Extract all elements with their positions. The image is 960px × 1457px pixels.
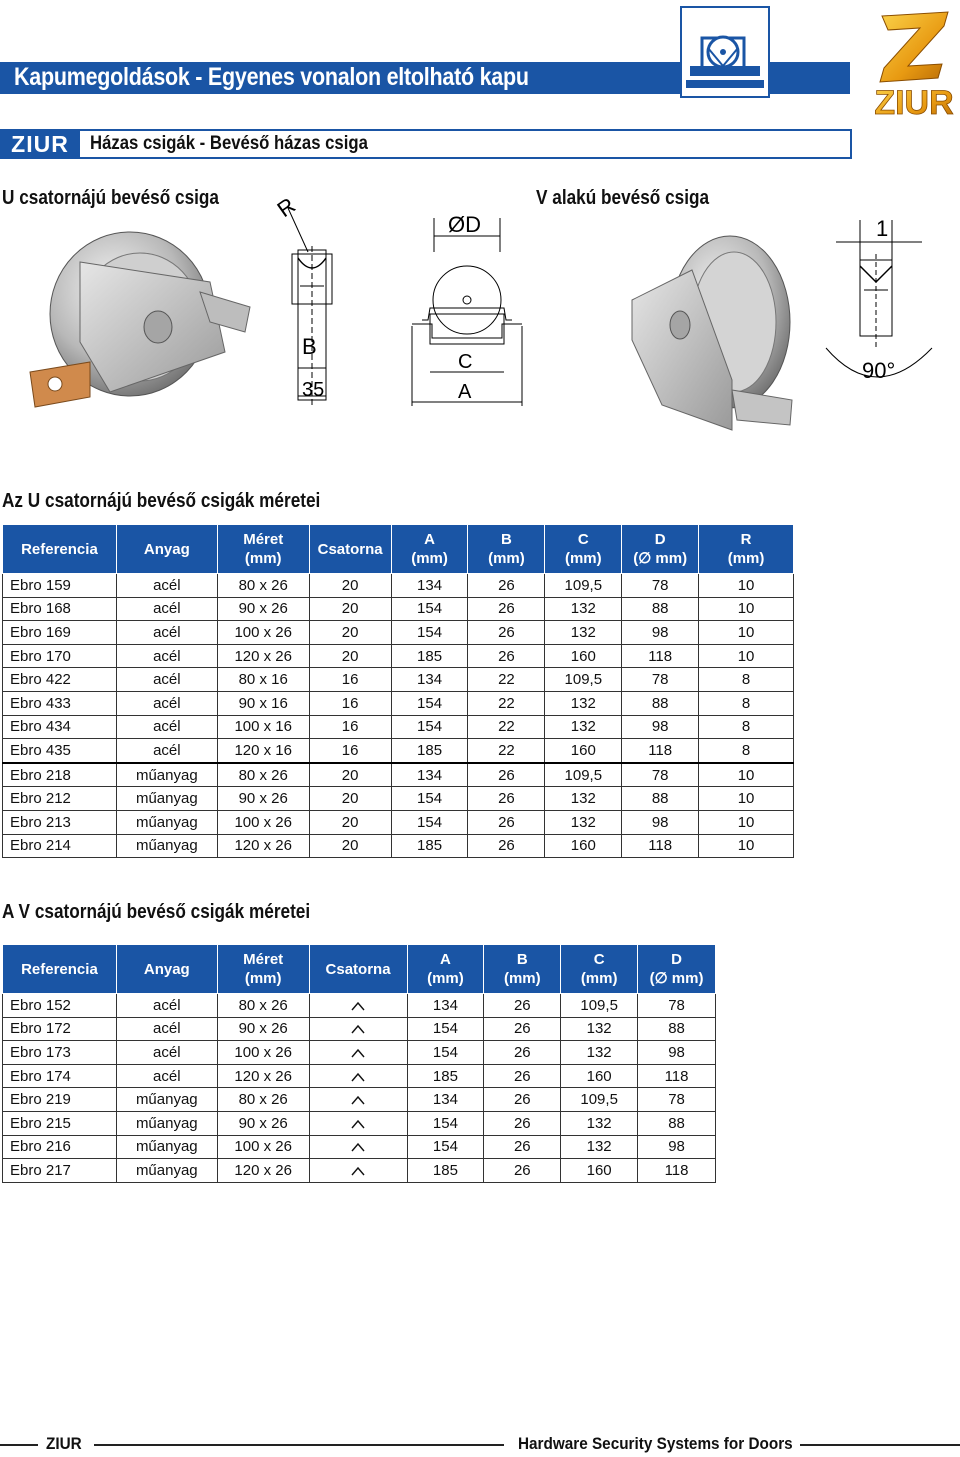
table-cell: 26 [468,763,545,787]
table-cell: 88 [622,597,699,621]
table-cell: 20 [309,574,391,598]
table-cell: 10 [699,644,794,668]
table-cell: műanyag [116,763,217,787]
table-cell [309,1064,407,1088]
table-cell: 98 [622,810,699,834]
table-cell: Ebro 219 [3,1088,117,1112]
table-cell: műanyag [116,810,217,834]
table-cell: Ebro 159 [3,574,117,598]
svg-text:C: C [458,351,473,373]
table-cell: Ebro 174 [3,1064,117,1088]
svg-text:35: 35 [302,379,325,401]
table-cell: 26 [484,1159,561,1183]
table-row [3,1064,716,1088]
table-cell: Ebro 173 [3,1041,117,1065]
table-cell: Ebro 435 [3,739,117,763]
table-row [3,621,794,645]
column-header: C (mm) [561,945,638,994]
table-cell: 90 x 26 [217,787,309,811]
table-cell: 154 [407,1135,484,1159]
table-row [3,1041,716,1065]
table-cell: 26 [484,1017,561,1041]
svg-text:ØD: ØD [448,212,481,237]
table-cell: acél [116,691,217,715]
table-cell [309,1159,407,1183]
table-cell [309,1135,407,1159]
table-row [3,1159,716,1183]
table-cell: 132 [545,597,622,621]
table-row [3,810,794,834]
table-cell: 16 [309,715,391,739]
v-groove-icon [351,1093,365,1107]
table-cell: 80 x 26 [217,763,309,787]
table-cell: műanyag [116,1135,217,1159]
v-table-title: A V csatornájú bevéső csigák méretei [2,901,311,923]
table-cell: 78 [638,994,716,1018]
table-cell: 132 [545,787,622,811]
column-header: Méret (mm) [217,525,309,574]
table-cell: 160 [545,644,622,668]
table-cell: 98 [638,1041,716,1065]
table-cell: 118 [638,1064,716,1088]
table-cell: Ebro 213 [3,810,117,834]
table-cell: 26 [484,1041,561,1065]
table-cell: műanyag [116,1088,217,1112]
table-cell: 22 [468,668,545,692]
column-header: Csatorna [309,945,407,994]
table-cell: 26 [468,644,545,668]
v-dimensions-table [2,944,716,1183]
table-cell: 109,5 [545,668,622,692]
u-pulley-photo [10,222,262,432]
u-channel-label: U csatornájú bevéső csiga [2,187,220,209]
table-cell: 20 [309,597,391,621]
table-cell: Ebro 214 [3,834,117,858]
table-cell: 8 [699,739,794,763]
column-header: R (mm) [699,525,794,574]
table-row [3,1135,716,1159]
table-cell: 120 x 26 [217,1159,309,1183]
svg-text:ZIUR: ZIUR [874,84,954,120]
table-cell: 16 [309,739,391,763]
v-channel-label: V alakú bevéső csiga [536,187,710,209]
table-cell: 132 [545,621,622,645]
table-row [3,834,794,858]
svg-text:R: R [272,196,300,223]
table-cell: 80 x 26 [217,1088,309,1112]
table-cell: Ebro 172 [3,1017,117,1041]
table-row [3,1111,716,1135]
table-cell: 109,5 [545,574,622,598]
svg-text:A: A [458,381,472,403]
table-cell: 118 [622,834,699,858]
table-cell: 88 [638,1111,716,1135]
table-cell: 78 [638,1088,716,1112]
table-cell: 10 [699,787,794,811]
table-cell: 26 [484,1064,561,1088]
svg-text:1: 1 [876,216,889,241]
v-groove-icon [351,1070,365,1084]
table-cell: 132 [545,691,622,715]
v-pulley-photo [622,230,800,440]
table-cell: 154 [391,597,468,621]
table-cell: 185 [391,644,468,668]
table-cell: acél [116,644,217,668]
v-groove-icon [351,999,365,1013]
table-cell: 132 [545,810,622,834]
column-header: Anyag [116,945,217,994]
table-cell [309,1017,407,1041]
table-cell: 100 x 26 [217,621,309,645]
table-cell: 10 [699,621,794,645]
table-cell: 100 x 26 [217,1041,309,1065]
table-cell: 134 [407,994,484,1018]
table-cell: 100 x 26 [217,810,309,834]
table-cell: 78 [622,668,699,692]
table-cell: Ebro 217 [3,1159,117,1183]
column-header: Referencia [3,525,117,574]
table-cell: műanyag [116,1159,217,1183]
table-cell: Ebro 216 [3,1135,117,1159]
table-cell: 120 x 26 [217,644,309,668]
column-header: Referencia [3,945,117,994]
table-cell: 90 x 16 [217,691,309,715]
table-cell: 10 [699,810,794,834]
table-cell: 120 x 26 [217,1064,309,1088]
table-cell: 26 [468,787,545,811]
table-cell: Ebro 212 [3,787,117,811]
table-cell: Ebro 168 [3,597,117,621]
table-cell: 88 [638,1017,716,1041]
table-cell: 160 [561,1159,638,1183]
column-header: C (mm) [545,525,622,574]
table-cell: 154 [391,787,468,811]
table-cell: 118 [638,1159,716,1183]
column-header: A (mm) [407,945,484,994]
v-groove-icon [351,1022,365,1036]
table-cell: 154 [407,1041,484,1065]
table-cell: 26 [468,810,545,834]
table-cell: acél [116,668,217,692]
table-row [3,1088,716,1112]
table-cell: 88 [622,691,699,715]
table-row [3,763,794,787]
table-cell: 120 x 26 [217,834,309,858]
table-cell: 26 [484,1111,561,1135]
column-header: B (mm) [468,525,545,574]
table-cell: acél [116,994,217,1018]
footer-brand: ZIUR [46,1434,82,1453]
table-cell [309,1111,407,1135]
table-cell: 132 [561,1017,638,1041]
table-cell: 134 [391,574,468,598]
table-cell: 154 [407,1111,484,1135]
table-cell: 154 [407,1017,484,1041]
table-cell: 185 [407,1159,484,1183]
table-row [3,715,794,739]
page-title: Kapumegoldások - Egyenes vonalon eltolható kapu [14,63,529,91]
footer-rule-middle [94,1444,504,1446]
table-cell: 26 [484,1135,561,1159]
table-cell: 100 x 26 [217,1135,309,1159]
table-cell: acél [116,574,217,598]
table-cell: Ebro 433 [3,691,117,715]
table-cell: 88 [622,787,699,811]
table-cell: 132 [561,1041,638,1065]
table-cell: 160 [545,834,622,858]
u-pulley-drawing [262,196,542,408]
footer-rule-left [0,1444,38,1446]
table-cell: 8 [699,715,794,739]
table-cell: 20 [309,644,391,668]
table-cell: acél [116,739,217,763]
table-row [3,994,716,1018]
table-cell: 20 [309,621,391,645]
table-cell: 154 [391,810,468,834]
column-header: B (mm) [484,945,561,994]
column-header: Csatorna [309,525,391,574]
table-cell: 26 [468,597,545,621]
table-cell: 22 [468,715,545,739]
table-cell: 154 [391,691,468,715]
table-row [3,574,794,598]
table-cell: 8 [699,691,794,715]
table-cell: 26 [468,834,545,858]
column-header: D (∅ mm) [638,945,716,994]
table-cell: 26 [468,574,545,598]
table-cell: acél [116,1041,217,1065]
table-cell: 160 [561,1064,638,1088]
table-cell [309,1088,407,1112]
table-cell: 26 [484,1088,561,1112]
table-cell: 134 [407,1088,484,1112]
table-cell: 185 [407,1064,484,1088]
table-cell: 100 x 16 [217,715,309,739]
table-cell: 20 [309,787,391,811]
table-cell: 118 [622,644,699,668]
table-cell: 154 [391,715,468,739]
table-cell: 20 [309,834,391,858]
table-cell: acél [116,621,217,645]
svg-text:90°: 90° [862,358,896,383]
table-row [3,787,794,811]
table-cell: 10 [699,834,794,858]
table-cell: 132 [561,1111,638,1135]
v-groove-icon [351,1164,365,1178]
table-cell: 10 [699,763,794,787]
ziur-logo [872,8,956,120]
table-cell: 22 [468,739,545,763]
table-cell: 120 x 16 [217,739,309,763]
table-row [3,597,794,621]
table-cell [309,1041,407,1065]
table-cell: 80 x 16 [217,668,309,692]
table-cell: 154 [391,621,468,645]
table-cell: 10 [699,574,794,598]
table-cell: Ebro 152 [3,994,117,1018]
table-cell: 16 [309,668,391,692]
v-groove-icon [351,1117,365,1131]
table-cell: 90 x 26 [217,597,309,621]
table-cell: 8 [699,668,794,692]
table-row [3,1017,716,1041]
table-cell: acél [116,1064,217,1088]
table-cell: Ebro 218 [3,763,117,787]
pulley-pictogram [680,6,770,98]
table-cell: 109,5 [545,763,622,787]
table-cell: 90 x 26 [217,1111,309,1135]
table-cell: 80 x 26 [217,994,309,1018]
table-cell: Ebro 422 [3,668,117,692]
column-header: Méret (mm) [217,945,309,994]
table-cell: 78 [622,763,699,787]
table-cell: műanyag [116,834,217,858]
table-cell: 185 [391,834,468,858]
table-cell: acél [116,715,217,739]
table-row [3,668,794,692]
table-cell: 185 [391,739,468,763]
table-cell: 16 [309,691,391,715]
table-cell: 26 [468,621,545,645]
table-cell: Ebro 170 [3,644,117,668]
column-header: Anyag [116,525,217,574]
table-header-row [3,525,794,574]
table-row [3,644,794,668]
svg-text:B: B [302,334,317,359]
table-cell: 20 [309,810,391,834]
table-cell: Ebro 215 [3,1111,117,1135]
u-dimensions-table [2,524,794,858]
footer-rule-right [800,1444,960,1446]
table-cell: 98 [622,621,699,645]
table-cell: 80 x 26 [217,574,309,598]
table-cell: 22 [468,691,545,715]
table-cell: Ebro 169 [3,621,117,645]
table-cell: 132 [545,715,622,739]
table-cell: acél [116,1017,217,1041]
table-cell: 134 [391,763,468,787]
brand-badge: ZIUR [0,129,80,159]
table-cell: 26 [484,994,561,1018]
table-cell: 10 [699,597,794,621]
table-cell: 78 [622,574,699,598]
table-cell: 90 x 26 [217,1017,309,1041]
v-pulley-drawing [820,210,948,390]
table-cell: 98 [622,715,699,739]
table-cell: 109,5 [561,994,638,1018]
v-groove-icon [351,1140,365,1154]
column-header: D (∅ mm) [622,525,699,574]
pulley-icon [682,8,768,96]
table-row [3,739,794,763]
table-cell: 160 [545,739,622,763]
v-groove-icon [351,1046,365,1060]
table-cell: 109,5 [561,1088,638,1112]
table-cell: 132 [561,1135,638,1159]
table-cell: 134 [391,668,468,692]
u-table-title: Az U csatornájú bevéső csigák méretei [2,490,321,512]
table-cell [309,994,407,1018]
table-cell: 20 [309,763,391,787]
table-cell: műanyag [116,1111,217,1135]
table-cell: 118 [622,739,699,763]
table-cell: 98 [638,1135,716,1159]
column-header: A (mm) [391,525,468,574]
table-header-row [3,945,716,994]
subheader-text: Házas csigák - Bevéső házas csiga [90,133,368,154]
footer-tagline: Hardware Security Systems for Doors [518,1434,793,1453]
table-cell: acél [116,597,217,621]
table-cell: Ebro 434 [3,715,117,739]
table-cell: műanyag [116,787,217,811]
table-row [3,691,794,715]
